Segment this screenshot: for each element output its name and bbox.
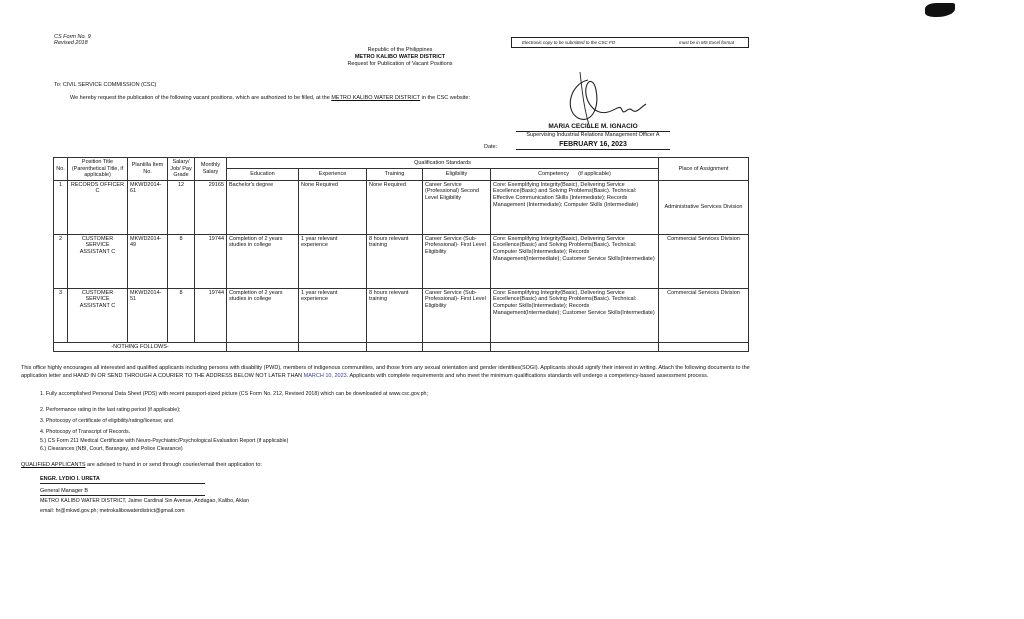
contact-position: General Manager B (40, 488, 205, 496)
row-experience: 1 year relevant experience (299, 234, 367, 288)
header-competency-label: Competency (538, 171, 569, 178)
nothing-follows-row (54, 342, 749, 352)
row-training: 8 hours relevant training (367, 288, 423, 342)
form-revised-label: Revised 2018 (54, 40, 88, 46)
header-no: No. (54, 158, 68, 181)
table-row (54, 180, 749, 234)
row-position: CUSTOMER SERVICE ASSISTANT C (68, 234, 128, 288)
encouragement-text: This office highly encourages all interested and qualified applicants including persons with disability (PWD), members of indigenous communities, and those from any sexual orientation and gender identities(SOGI). Applicants should signify their interest in writing. Attach the following documents to the application letter and HAND IN OR SEND THROUGH A COURIER TO THE ADDRESS BELOW NOT LATER THAN (21, 365, 750, 379)
row-education: Bachelor's degree (227, 180, 299, 234)
signatory-position: Supervising Industrial Relations Management Officer A (526, 132, 660, 138)
encouragement-text-end: . Applicants with complete requirements and who meet the minimum qualifications standards will undergo a competency-based assessment process. (346, 372, 709, 379)
row-no: 1 (54, 180, 68, 234)
electronic-copy-note: Electronic copy to be submitted to the CSC FO (522, 40, 616, 45)
qualified-lead: QUALIFIED APPLICANTS (21, 462, 86, 468)
header-position: Position Title (Parenthetical Title, if applicable) (68, 158, 128, 181)
row-training: None Required (367, 180, 423, 234)
empty-cell (423, 342, 491, 352)
row-competency: Core: Exemplifying Integrity(Basic), Delivering Service Excellence(Basic) and Solving Problems(Basic). Technical: Computer Skills(Intermediate); Records Management(Intermediate); Customer Service Skills(Intermediate) (491, 288, 659, 342)
request-agency: METRO KALIBO WATER DISTRICT (331, 95, 421, 101)
excel-format-note: must be in MS Excel format (679, 40, 735, 45)
empty-cell (491, 342, 659, 352)
requirement-item: 2. Performance rating in the last rating period (if applicable); (40, 407, 181, 413)
requirement-item: 5.) CS Form 211 Medical Certificate with Neuro-Psychiatric/Psychological Evaluation Report (if applicable) (40, 438, 289, 444)
header-agency: METRO KALIBO WATER DISTRICT (354, 54, 446, 60)
signatory-name: MARIA CECILLE M. IGNACIO (548, 123, 638, 130)
empty-cell (299, 342, 367, 352)
row-salary: 19744 (195, 234, 227, 288)
row-competency: Core: Exemplifying Integrity(Basic), Delivering Service Excellence(Basic) and Solving Problems(Basic). Technical: Effective Communication Skills (Intermediate); Records Management (Intermediate); Computer Skills (Intermediate) (491, 180, 659, 234)
header-experience: Experience (299, 169, 367, 180)
request-pre: We hereby request the publication of the following vacant positions, which are authorized to be filled, at the (70, 95, 330, 101)
row-no: 2 (54, 234, 68, 288)
header-competency (491, 169, 659, 180)
scan-artifact (925, 3, 955, 17)
empty-cell (227, 342, 299, 352)
row-grade: 8 (168, 288, 195, 342)
request-statement (70, 95, 470, 101)
contact-address: METRO KALIBO WATER DISTRICT, Jaime Cardinal Sin Avenue, Andagao, Kalibo, Aklan (40, 498, 249, 504)
vacant-positions-table (53, 157, 749, 352)
header-monthly-salary: Monthly Salary (195, 158, 227, 181)
header-training: Training (367, 169, 423, 180)
row-no: 3 (54, 288, 68, 342)
deadline-date: MARCH 10, 2023 (303, 372, 347, 379)
row-training: 8 hours relevant training (367, 234, 423, 288)
table-row (54, 234, 749, 288)
row-salary: 19744 (195, 288, 227, 342)
header-title: Request for Publication of Vacant Positions (347, 61, 453, 67)
request-post: in the CSC website: (421, 95, 470, 101)
qualified-rest: are advised to hand in or send through courier/email their application to: (87, 462, 262, 468)
row-grade: 8 (168, 234, 195, 288)
row-plantilla: MKWD2014-61 (128, 180, 168, 234)
row-eligibility: Career Service (Sub-Professional)- First Level Eligibility (423, 234, 491, 288)
qualified-applicants-note (21, 462, 262, 468)
row-grade: 12 (168, 180, 195, 234)
header-education: Education (227, 169, 299, 180)
date-label: Date: (484, 144, 498, 150)
row-place: Commercial Services Division (659, 288, 749, 342)
form-number-label: CS Form No. 9 (54, 34, 91, 40)
requirement-item: 3. Photocopy of certificate of eligibility/rating/license; and (40, 418, 173, 424)
signature-scribble (560, 70, 650, 130)
header-qualification: Qualification Standards (227, 158, 659, 169)
row-experience: None Required (299, 180, 367, 234)
row-competency: Core: Exemplifying Integrity(Basic), Delivering Service Excellence(Basic) and Solving Problems(Basic). Technical: Computer Skills(Intermediate); Records Management(Intermediate); Customer Service Skills(Intermediate) (491, 234, 659, 288)
row-place: Commercial Services Division (659, 234, 749, 288)
row-eligibility: Career Service (Professional) Second Level Eligibility (423, 180, 491, 234)
requirement-item: 6.) Clearances (NBI, Court, Barangay, and Police Clearance) (40, 446, 183, 452)
requirement-item: 4. Photocopy of Transcript of Records. (40, 429, 131, 435)
row-position: CUSTOMER SERVICE ASSISTANT C (68, 288, 128, 342)
row-education: Completion of 2 years studies in college (227, 288, 299, 342)
header-plantilla: Plantilla Item No. (128, 158, 168, 181)
addressee: To: CIVIL SERVICE COMMISSION (CSC) (54, 82, 157, 88)
form-number (54, 34, 91, 46)
header-competency-note: (if applicable) (578, 171, 611, 178)
nothing-follows: -NOTHING FOLLOWS- (54, 342, 227, 352)
header-republic: Republic of the Philippines (367, 47, 433, 53)
contact-email[interactable]: email: hr@mkwd.gov.ph; metrokalibowaterdistrict@gmail.com (40, 508, 185, 514)
requirement-item: 1. Fully accomplished Personal Data Sheet (PDS) with recent passport-sized picture (CS Form No. 212, Revised 2018) which can be downloaded at www.csc.gov.ph; (40, 391, 428, 397)
contact-name: ENGR. LYDIO I. URETA (40, 476, 205, 484)
table-row (54, 288, 749, 342)
header-place: Place of Assignment (659, 158, 749, 181)
date-value: FEBRUARY 16, 2023 (516, 141, 670, 150)
row-plantilla: MKWD2014-49 (128, 234, 168, 288)
row-eligibility: Career Service (Sub-Professional)- First Level Eligibility (423, 288, 491, 342)
row-education: Completion of 2 years studies in college (227, 234, 299, 288)
row-position: RECORDS OFFICER C (68, 180, 128, 234)
row-plantilla: MKWD2014-51 (128, 288, 168, 342)
encouragement-paragraph (21, 365, 751, 380)
row-salary: 29165 (195, 180, 227, 234)
header-eligibility: Eligibility (423, 169, 491, 180)
empty-cell (367, 342, 423, 352)
row-experience: 1 year relevant experience (299, 288, 367, 342)
row-place: Administrative Services Division (659, 180, 749, 234)
empty-cell (659, 342, 749, 352)
header-salary-grade: Salary/ Job/ Pay Grade (168, 158, 195, 181)
